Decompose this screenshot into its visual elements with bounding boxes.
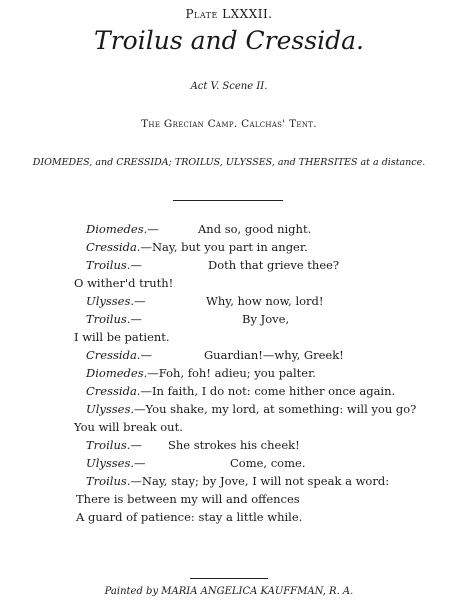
dialogue-line: [86, 240, 308, 254]
dialogue-text: Doth that grieve thee?: [208, 258, 340, 272]
dialogue-text: There is between my will and offences: [76, 492, 300, 506]
speaker: Cressida.: [86, 384, 141, 398]
dialogue-line: [86, 348, 152, 362]
dialogue-line: [74, 420, 183, 434]
dialogue-text: And so, good night.: [198, 222, 312, 236]
speaker: Troilus.—: [86, 258, 142, 272]
dialogue-line: [86, 366, 316, 380]
speaker: Ulysses.: [86, 402, 135, 416]
divider-rule-bottom: [190, 578, 268, 579]
speaker: Cressida.: [86, 240, 141, 254]
painter-credit: Painted by MARIA ANGELICA KAUFFMAN, R. A.: [104, 586, 354, 597]
speaker: Troilus.—: [86, 438, 142, 452]
dialogue-line: [86, 402, 416, 416]
speaker: Diomedes.: [86, 366, 148, 380]
dialogue-text: —You shake, my lord, at something: will you go?: [134, 402, 417, 416]
page-title: Troilus and Cressida.: [94, 26, 364, 55]
dialogue-line: [86, 222, 159, 236]
dialogue-text: O wither'd truth!: [74, 276, 174, 290]
dialogue-line: [86, 294, 146, 308]
plate-number: Plate LXXXII.: [185, 7, 273, 21]
dialogue-line: [86, 384, 395, 398]
dialogue-text: She strokes his cheek!: [168, 438, 300, 452]
dialogue-text: Come, come.: [230, 456, 306, 470]
dialogue-line: [74, 330, 170, 344]
dialogue-text: A guard of patience: stay a little while.: [76, 510, 303, 524]
dialogue-line: [86, 456, 146, 470]
dialogue-line: [86, 258, 142, 272]
scene-setting: The Grecian Camp. Calchas' Tent.: [141, 118, 317, 130]
dialogue-text: By Jove,: [242, 312, 290, 326]
speaker: Ulysses.—: [86, 456, 146, 470]
speaker: Ulysses.—: [86, 294, 146, 308]
speaker: Diomedes.—: [86, 222, 159, 236]
dialogue-line: [86, 474, 389, 488]
dialogue-text: You will break out.: [74, 420, 183, 434]
dialogue-text: —Nay, but you part in anger.: [140, 240, 308, 254]
speaker: Troilus.—: [86, 312, 142, 326]
dialogue-text: —Foh, foh! adieu; you palter.: [147, 366, 316, 380]
dialogue-text: —Nay, stay; by Jove, I will not speak a word:: [130, 474, 390, 488]
speaker: Troilus.: [86, 474, 131, 488]
dialogue-text: Guardian!—why, Greek!: [204, 348, 344, 362]
dialogue-text: I will be patient.: [74, 330, 170, 344]
dialogue-line: [76, 510, 302, 524]
dialogue-text: —In faith, I do not: come hither once again.: [140, 384, 396, 398]
dialogue-line: [86, 438, 142, 452]
dialogue-line: [76, 492, 300, 506]
characters-line: DIOMEDES, and CRESSIDA; TROILUS, ULYSSES, and THERSITES at a distance.: [32, 157, 426, 168]
dialogue-line: [74, 276, 173, 290]
speaker: Cressida.—: [86, 348, 152, 362]
divider-rule-top: [173, 200, 283, 201]
dialogue-line: [86, 312, 142, 326]
dialogue-text: Why, how now, lord!: [206, 294, 324, 308]
act-scene: Act V. Scene II.: [190, 81, 268, 92]
